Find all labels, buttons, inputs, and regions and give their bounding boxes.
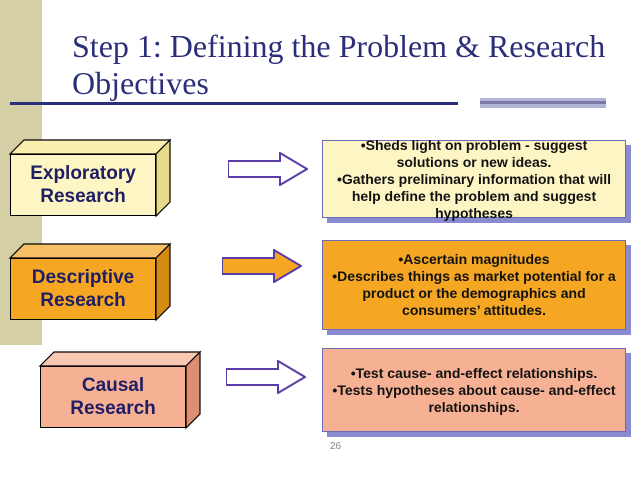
title-rule-accent <box>480 98 606 108</box>
page-number: 26 <box>330 441 342 452</box>
exploratory-research-box <box>10 140 170 216</box>
slide-title: Step 1: Defining the Problem & Research Objectives <box>72 28 606 101</box>
causal-research-box <box>40 352 200 428</box>
descriptive-research-label: Descriptive Research <box>10 258 156 320</box>
descriptive-description-text: •Ascertain magnitudes •Describes things as market potential for a product or the demographics and consumers’ attitudes. <box>332 251 616 318</box>
title-underline <box>10 102 458 105</box>
exploratory-description-text: •Sheds light on problem - suggest solutions or new ideas. •Gathers preliminary information that will help define the problem and suggest hypotheses <box>336 136 612 221</box>
descriptive-research-box <box>10 244 170 320</box>
causal-description-text: •Test cause- and-effect relationships. •Tests hypotheses about cause- and-effect relationships. <box>332 364 616 415</box>
exploratory-research-label: Exploratory Research <box>10 154 156 216</box>
descriptive-description <box>322 240 626 330</box>
right-arrow-icon <box>228 152 308 186</box>
causal-research-label: Causal Research <box>40 366 186 428</box>
right-arrow-icon <box>226 360 306 394</box>
exploratory-description <box>322 136 626 221</box>
right-arrow-icon <box>222 249 302 283</box>
causal-description <box>322 348 626 432</box>
